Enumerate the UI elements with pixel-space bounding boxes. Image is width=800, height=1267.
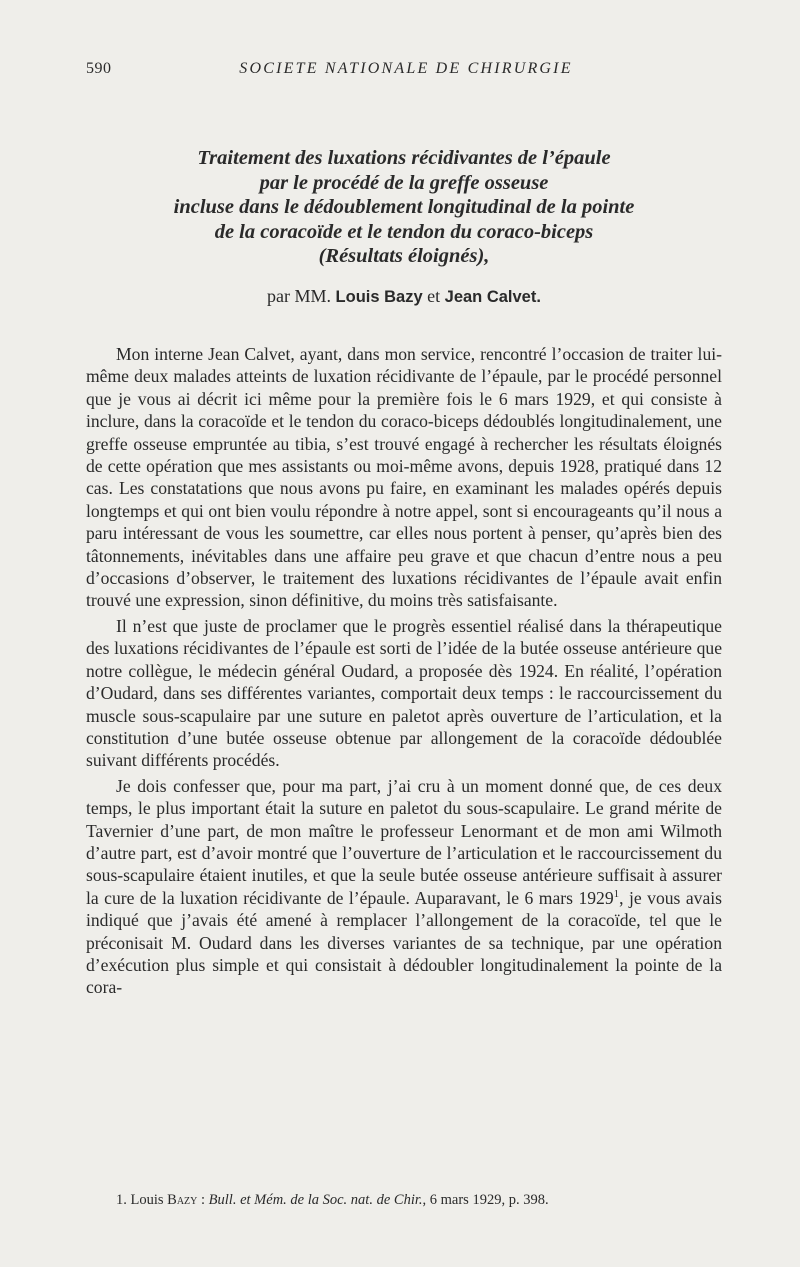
running-head: SOCIETE NATIONALE DE CHIRURGIE: [239, 60, 573, 77]
title-line-3: incluse dans le dédoublement longitudinal de la pointe: [173, 196, 635, 218]
title-line-2: par le procédé de la greffe osseuse: [259, 171, 549, 194]
paragraph-3-part-2: , je vous avais indiqué que j’avais été amené à remplacer l’allongement de la coracoïde, tel que le préconisait M. Oudard dans les diverses variantes de sa technique, par une opération d’exécution plus simple et qui consistait à dédoubler longitudinalement la pointe de la cora-: [86, 887, 722, 998]
footnote: [86, 1190, 722, 1210]
footnote-separator: :: [197, 1192, 209, 1208]
byline: [86, 286, 722, 307]
footnote-ref[interactable]: 1: [613, 887, 620, 900]
paragraph-3-part-1: Je dois confesser que, pour ma part, j’ai cru à un moment donné que, de ces deux temps, le plus important était la suture en paletot du sous-scapulaire. Le grand mérite de Tavernier d’une part, de mon maître le professeur Lenormant et de mon ami Wilmoth d’autre part, est d’avoir montré que l’ouverture de l’articulation et le raccourcissement du sous-scapulaire étaient inutiles, et que la seule butée osseuse antérieure suffisait à assurer la cure de la luxation récidivante de l’épaule. Auparavant, le 6 mars 1929: [86, 775, 722, 908]
article-title: [86, 146, 722, 269]
footnote-journal: Bull. et Mém. de la Soc. nat. de Chir.: [208, 1192, 423, 1208]
footnote-author-first: Louis: [130, 1192, 164, 1208]
title-line-1: Traitement des luxations récidivantes de l’épaule: [197, 147, 611, 169]
page-number: 590: [86, 60, 112, 77]
byline-conj: et: [427, 286, 441, 306]
author-2: Jean Calvet.: [444, 288, 541, 306]
article-body: [86, 343, 722, 1002]
footnote-rest: , 6 mars 1929, p. 398.: [422, 1192, 549, 1208]
footnote-author-last: Bazy: [167, 1192, 198, 1208]
title-line-4: de la coracoïde et le tendon du coraco-biceps: [214, 220, 594, 243]
page-header: [86, 60, 726, 86]
paragraph-3: [86, 775, 722, 999]
title-line-5: (Résultats éloignés),: [318, 245, 490, 267]
byline-prefix: par MM.: [267, 286, 332, 306]
paragraph-1: Mon interne Jean Calvet, ayant, dans mon service, rencontré l’occasion de traiter lui-même deux malades atteints de luxation récidivante de l’épaule, par le procédé personnel que je vous ai décrit ici même pour la première fois le 6 mars 1929, et qui consiste à inclure, dans la coracoïde et le tendon du coraco-biceps dédoublés longitudinalement, une greffe osseuse empruntée au tibia, s’est trouvé engagé à rechercher les résultats éloignés de cette opération que mes assistants ou moi-même avons, depuis 1928, pratiqué dans 12 cas. Les constatations que nous avons pu faire, en examinant les malades opérés depuis longtemps et qui ont bien voulu répondre à notre appel, sont si encourageants qu’il nous a paru intéressant de vous les soumettre, car elles nous portent à penser, qu’après bien des tâtonnements, inévitables dans une affaire peu grave et que chacun d’entre nous a peu d’occasions d’observer, le traitement des luxations récidivantes de l’épaule avait enfin trouvé une expression, sinon définitive, du moins très satisfaisante.: [86, 344, 722, 611]
footnote-number: 1.: [116, 1192, 127, 1208]
paragraph-2: Il n’est que juste de proclamer que le progrès essentiel réalisé dans la thérapeutique des luxations récidivantes de l’épaule est sorti de l’idée de la butée osseuse antérieure que notre collègue, le médecin général Oudard, a proposée dès 1924. En réalité, l’opération d’Oudard, dans ses différentes variantes, comportait deux temps : le raccourcissement du muscle sous-scapulaire par une suture en paletot après ouverture de l’articulation, et la constitution d’une butée osseuse obtenue par allongement de la coracoïde dédoublée suivant différents procédés.: [86, 615, 722, 771]
author-1: Louis Bazy: [335, 288, 423, 306]
